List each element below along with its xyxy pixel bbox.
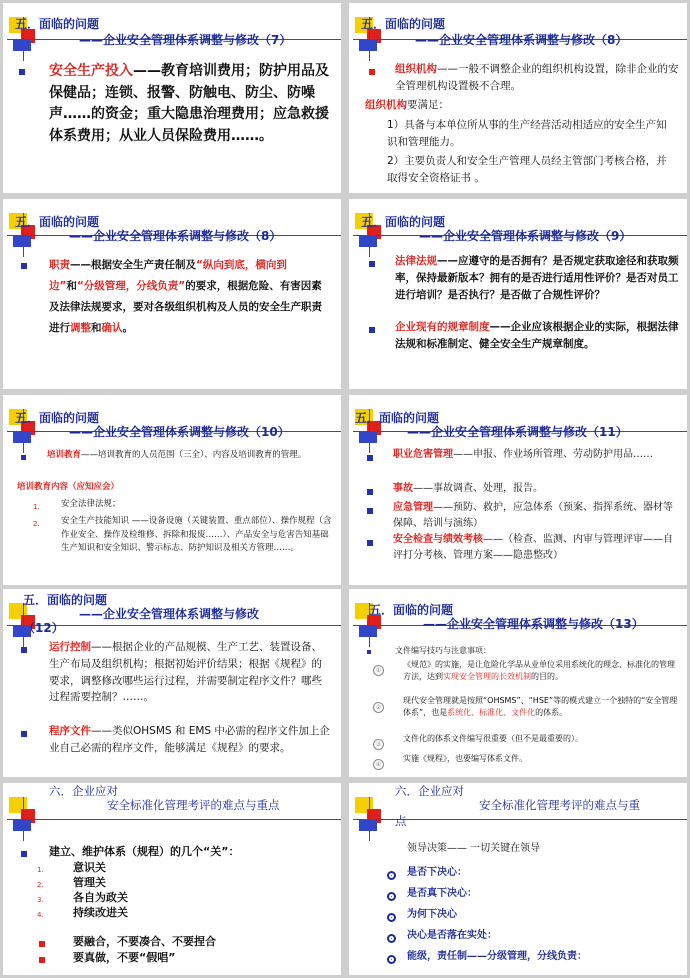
circled-number-icon: ③	[373, 739, 384, 750]
list-item: 各自为政关	[73, 891, 128, 904]
slide-subtitle: ——企业安全管理体系调整与修改（10）	[69, 425, 290, 439]
list-item: 安全法律法规；	[61, 499, 121, 509]
section-title: 五．面临的问题	[361, 17, 446, 31]
slide-subtitle: ——企业安全管理体系调整与修改	[79, 607, 260, 621]
slide-10	[349, 783, 687, 975]
section-title: 五．面临的问题	[15, 17, 100, 31]
slide-subtitle-cont: （12）	[23, 621, 64, 635]
list-item: 1）具备与本单位所从事的生产经营活动相适应的安全生产知识和管理能力。	[387, 119, 667, 148]
bullet-icon	[39, 941, 45, 947]
slide-body: 组织机构要满足：	[365, 99, 449, 111]
list-item: 文件化的体系文件编写很重要（但不是最重要的）。	[403, 734, 583, 743]
slide-9	[3, 783, 341, 975]
bullet-icon	[369, 69, 375, 75]
circled-number-icon: ④	[373, 759, 384, 770]
slide-body: 组织机构——一般不调整企业的组织机构设置，除非企业的安全管理机构设置极不合理。	[395, 63, 679, 92]
list-number: 1.	[33, 503, 40, 511]
slide-2	[349, 3, 687, 193]
slide-subtitle: ——企业安全管理体系调整与修改（9）	[419, 229, 632, 243]
slide-subtitle: ——企业安全管理体系调整与修改（8）	[69, 229, 282, 243]
section-title: 五．面临的问题	[369, 603, 454, 617]
slide-body: 安全检查与绩效考核——（检查、监测、内审与管理评审——自评打分考核、管理方案——隐患整改）	[393, 534, 673, 561]
slide-body: 培训教育——培训教育的人员范围（三全）、内容及培训教育的管理。	[47, 450, 307, 460]
bullet-icon	[21, 455, 26, 460]
slide-body: 职业危害管理——申报、作业场所管理、劳动防护用品……	[393, 449, 653, 460]
slide-subtitle: ——企业安全管理体系调整与修改（13）	[423, 617, 644, 631]
bullet-icon	[367, 455, 373, 461]
slide-body: 职责——根据安全生产责任制及“纵向到底，横向到边”和“分级管理，分线负责”的要求，根据危险、有害因素及法律法规要求，要对各级组织机构及人员的安全生产职责进行调整和确认。	[49, 259, 322, 334]
list-item: 2）主要负责人和安全生产管理人员经主管部门考核合格，并取得安全资格证书 。	[387, 155, 667, 184]
section-title: 六．企业应对	[49, 784, 118, 798]
slide-subtitle: 安全标准化管理考评的难点与重点	[107, 798, 280, 812]
bullet-icon	[21, 647, 27, 653]
list-item: 实施《规程》，也要编写体系文件。	[403, 754, 527, 763]
bullet-icon	[369, 327, 375, 333]
target-bullet-icon	[387, 955, 396, 964]
slide-decoration-icon	[353, 797, 387, 833]
slide-body: 运行控制——根据企业的产品规模、生产工艺、装置设备、生产布局及组织机构；根据初始评价结果；根据《规程》的要求，调整修改哪些运行过程，并需要制定程序文件？哪些过程需要控制？……。	[49, 641, 322, 704]
bullet-icon	[19, 69, 25, 75]
target-bullet-icon	[387, 892, 396, 901]
target-bullet-icon	[387, 871, 396, 880]
slide-8	[349, 589, 687, 777]
slide-6	[349, 395, 687, 585]
bullet-icon	[39, 957, 45, 963]
slide-subtitle: ——企业安全管理体系调整与修改（11）	[407, 425, 628, 439]
slide-body: 程序文件——类似OHSMS 和 EMS 中必需的程序文件加上企业自己必需的程序文件，能够满足《规程》的要求。	[49, 725, 330, 754]
slide-subtitle-cont: 点	[395, 814, 407, 828]
circled-number-icon: ①	[373, 665, 384, 676]
bullet-icon	[367, 650, 371, 654]
slide-7	[3, 589, 341, 777]
slide-body: 企业现有的规章制度——企业应该根据企业的实际，根据法律法规和标准制定、健全安全生产规章制度。	[395, 321, 679, 350]
list-item: 管理关	[73, 876, 106, 889]
slide-subtitle: ——企业安全管理体系调整与修改（8）	[415, 33, 628, 47]
list-number: 2.	[37, 881, 44, 889]
list-item: 要真做，不要“假唱”	[73, 951, 176, 964]
section-title: 五．面临的问题	[15, 411, 100, 425]
slide-subtitle: 安全标准化管理考评的难点与重	[479, 798, 640, 812]
circled-number-icon: ②	[373, 702, 384, 713]
list-item: 决心是否落在实处：	[407, 930, 497, 941]
list-item: 意识关	[73, 861, 106, 874]
list-number: 3.	[37, 896, 44, 904]
bullet-icon	[369, 261, 375, 267]
section-title: 五．面临的问题	[361, 215, 446, 229]
slide-5	[3, 395, 341, 585]
list-heading: 领导决策—— 一切关键在领导	[407, 843, 541, 854]
list-heading: 文件编写技巧与注意事项：	[395, 646, 491, 655]
list-number: 4.	[37, 911, 44, 919]
list-number: 2.	[33, 520, 40, 528]
list-item: 是否下决心：	[407, 867, 467, 878]
bullet-icon	[367, 508, 373, 514]
list-item: 是否真下决心：	[407, 888, 477, 899]
list-item: 要融合，不要凑合、不要捏合	[73, 935, 216, 948]
bullet-icon	[21, 731, 27, 737]
slide-decoration-icon	[7, 797, 41, 833]
slide-subtitle: ——企业安全管理体系调整与修改（7）	[79, 33, 292, 47]
slide-body: 安全生产投入——教育培训费用；防护用品及保健品；连锁、报警、防触电、防尘、防噪声……的资金；重大隐患治理费用；应急救援体系费用；从业人员保险费用……。	[49, 63, 329, 145]
slide-3	[3, 199, 341, 389]
slide-4	[349, 199, 687, 389]
slide-1	[3, 3, 341, 193]
slide-body: 事故——事故调查、处理，报告。	[393, 483, 543, 494]
section-title: 五．面临的问题	[355, 411, 440, 425]
target-bullet-icon	[387, 934, 396, 943]
bullet-icon	[21, 263, 27, 269]
list-heading: 建立、维护体系（规程）的几个“关”：	[49, 845, 240, 858]
list-item: 安全生产技能知识 ——设备设施（关键装置、重点部位）、操作规程（含作业安全、操作及检维修、拆除和报废……）、产品安全与危害告知基础生产知识和安全知识、警示标志、防护知识及相关方管理……。	[61, 516, 332, 554]
bullet-icon	[367, 489, 373, 495]
list-heading: 培训教育内容（应知应会）	[17, 482, 120, 492]
section-title: 五．面临的问题	[23, 593, 108, 607]
list-item: 持续改进关	[73, 906, 128, 919]
list-number: 1.	[37, 866, 44, 874]
slide-body: 法律法规——应遵守的是否拥有？是否规定获取途径和获取频率，保持最新版本？拥有的是否进行适用性评价？是否对员工进行培训？是否执行？是否做了合规性评价？	[395, 255, 679, 301]
target-bullet-icon	[387, 913, 396, 922]
bullet-icon	[21, 851, 27, 857]
list-item: 现代安全管理就是按照“OHSMS”、“HSE”等的模式建立一个独特的“安全管理体系”，也是系统化、标准化、文件化的体系。	[403, 696, 678, 718]
list-item: 为何下决心	[407, 909, 457, 920]
slide-body: 应急管理——预防、救护，应急体系（预案、指挥系统、器材等保障、培训与演练）	[393, 502, 673, 529]
section-title: 六．企业应对	[395, 784, 464, 798]
bullet-icon	[367, 540, 373, 546]
list-item: 《规范》的实施，是让危险化学品从业单位采用系统化的理念、标准化的管理方法，达到实现安全管理的长效机制的目的。	[403, 660, 675, 682]
section-title: 五．面临的问题	[15, 215, 100, 229]
list-item: 能级，责任制——分级管理，分线负责：	[407, 951, 587, 962]
